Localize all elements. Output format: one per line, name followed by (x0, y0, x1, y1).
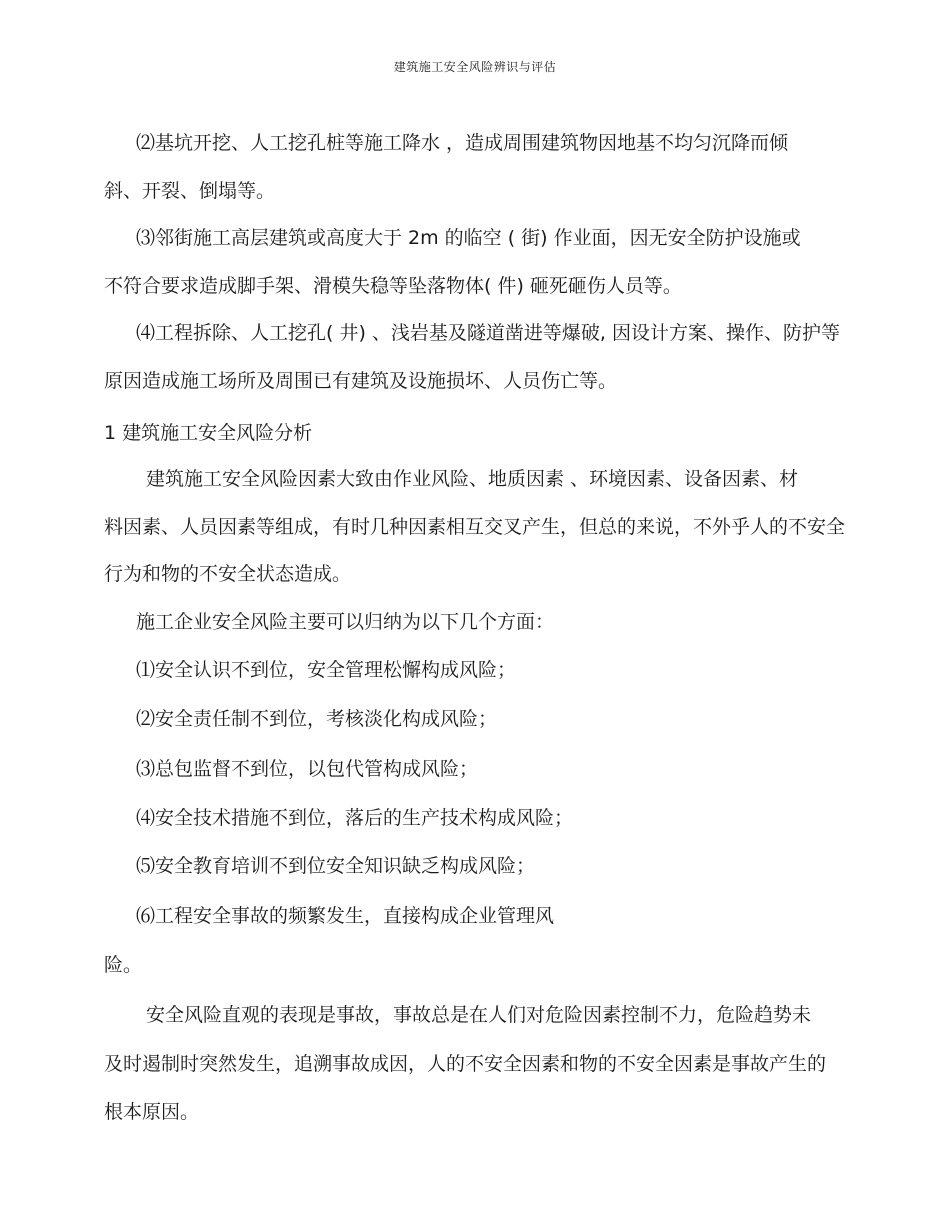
running-header: 建筑施工安全风险辨识与评估 (393, 60, 557, 74)
paragraph-line: ⑷工程拆除、人工挖孔( 井) 、浅岩基及隧道凿进等爆破, 因设计方案、操作、防护等 (136, 322, 840, 344)
paragraph-line: 行为和物的不安全状态造成。 (104, 563, 352, 585)
list-item: ⑵安全责任制不到位，考核淡化构成风险； (136, 708, 498, 730)
paragraph-line: 及时遏制时突然发生，追溯事故成因，人的不安全因素和物的不安全因素是事故产生的 (104, 1053, 827, 1075)
paragraph-line: ⑶邻街施工高层建筑或高度大于 2m 的临空 ( 街) 作业面，因无安全防护设施或 (136, 227, 801, 249)
paragraph-line: 原因造成施工场所及周围已有建筑及设施损坏、人员伤亡等。 (104, 370, 618, 392)
paragraph-line: 险。 (104, 954, 143, 976)
list-item: ⑴安全认识不到位，安全管理松懈构成风险； (136, 659, 517, 681)
paragraph-line: 施工企业安全风险主要可以归纳为以下几个方面： (136, 611, 555, 633)
paragraph-line: 安全风险直观的表现是事故，事故总是在人们对危险因素控制不力，危险趋势未 (146, 1004, 812, 1026)
paragraph-line: 根本原因。 (104, 1101, 200, 1123)
paragraph-line: 不符合要求造成脚手架、滑模失稳等坠落物体( 件) 砸死砸伤人员等。 (104, 275, 682, 297)
list-item: ⑷安全技术措施不到位，落后的生产技术构成风险； (136, 807, 574, 829)
paragraph-line: 料因素、人员因素等组成，有时几种因素相互交叉产生，但总的来说，不外乎人的不安全 (104, 516, 846, 538)
list-item: ⑶总包监督不到位，以包代管构成风险； (136, 758, 479, 780)
list-item: ⑸安全教育培训不到位安全知识缺乏构成风险； (136, 855, 536, 877)
section-heading: 1 建筑施工安全风险分析 (104, 422, 313, 444)
paragraph-line: 斜、开裂、倒塌等。 (104, 180, 276, 202)
paragraph-line: 建筑施工安全风险因素大致由作业风险、地质因素 、环境因素、设备因素、材 (146, 468, 799, 490)
list-item: ⑹工程安全事故的频繁发生，直接构成企业管理风 (136, 905, 555, 927)
paragraph-line: ⑵基坑开挖、人工挖孔桩等施工降水 ，造成周围建筑物因地基不均匀沉降而倾 (136, 132, 789, 154)
